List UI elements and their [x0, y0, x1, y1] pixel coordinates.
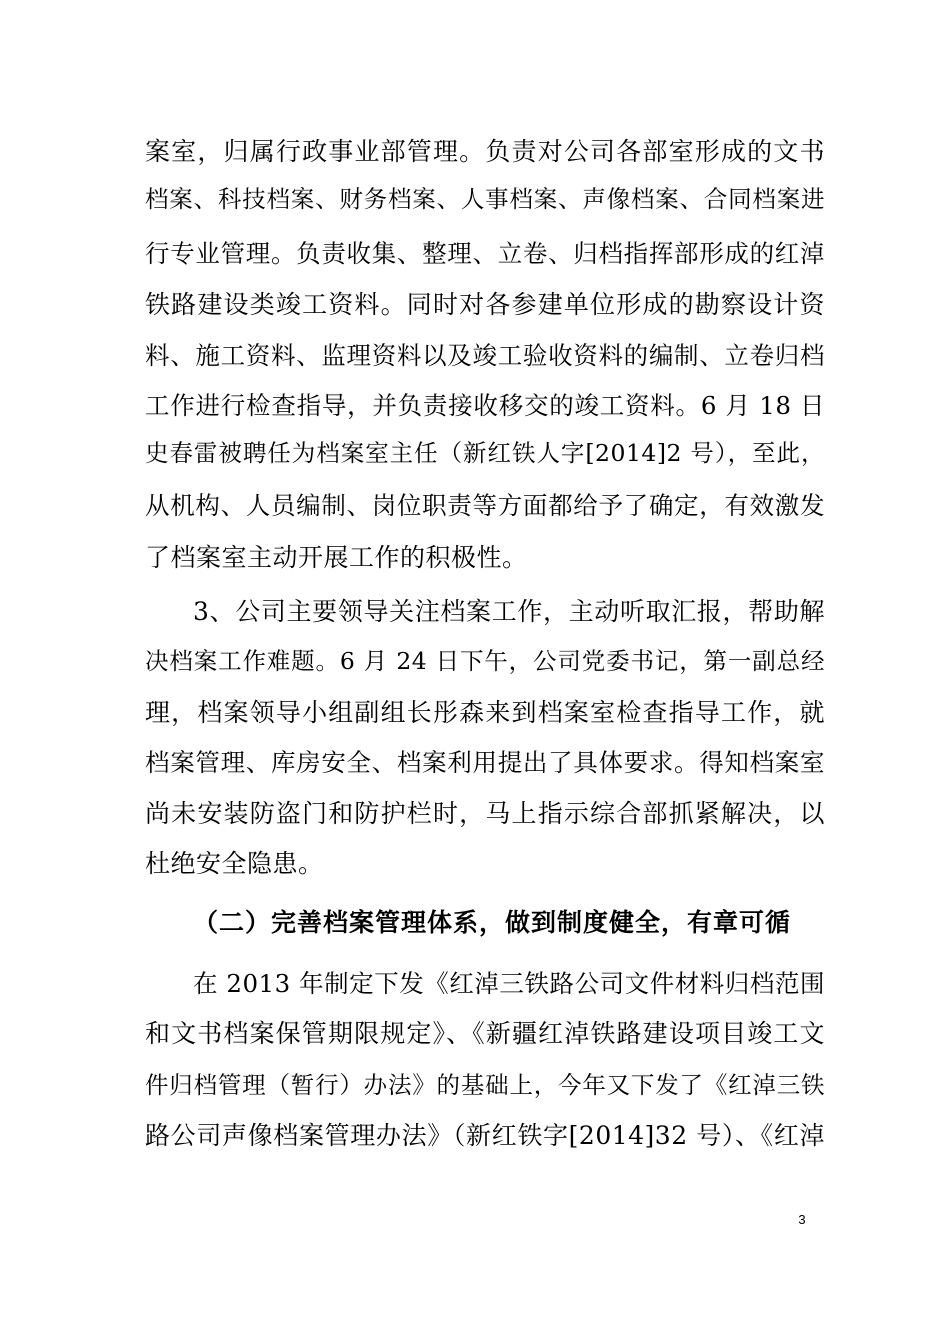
paragraph-1-line-9: 了档案室主动开展工作的积极性。 — [145, 543, 528, 572]
paragraph-1-line-4: 铁路建设类竣工资料。同时对各参建单位形成的勘察设计资 — [145, 290, 825, 319]
paragraph-1-line-7: 史春雷被聘任为档案室主任（新红铁人字[2014]2 号），至此， — [145, 439, 825, 467]
paragraph-3-line-2: 和文书档案保管期限规定》、《新疆红淖铁路建设项目竣工文 — [145, 1019, 825, 1048]
paragraph-2-line-2: 决档案工作难题。6 月 24 日下午，公司党委书记，第一副总经 — [145, 647, 825, 675]
paragraph-2-line-3: 理，档案领导小组副组长彤森来到档案室检查指导工作，就 — [145, 698, 825, 727]
section-heading: （二）完善档案管理体系，做到制度健全，有章可循 — [193, 908, 792, 937]
paragraph-1-line-1: 案室，归属行政事业部管理。负责对公司各部室形成的文书 — [145, 137, 825, 166]
paragraph-2-line-5: 尚未安装防盗门和防护栏时，马上指示综合部抓紧解决，以 — [145, 799, 825, 828]
page-number: 3 — [798, 1212, 806, 1227]
paragraph-3-line-1: 在 2013 年制定下发《红淖三铁路公司文件材料归档范围 — [193, 969, 825, 998]
paragraph-2-line-6: 杜绝安全隐患。 — [145, 849, 324, 878]
paragraph-2-line-4: 档案管理、库房安全、档案利用提出了具体要求。得知档案室 — [145, 748, 825, 777]
paragraph-1-line-2: 档案、科技档案、财务档案、人事档案、声像档案、合同档案进 — [145, 185, 825, 213]
paragraph-3-line-3: 件归档管理（暂行）办法》的基础上，今年又下发了《红淖三铁 — [145, 1071, 825, 1099]
paragraph-1-line-5: 料、施工资料、监理资料以及竣工验收资料的编制、立卷归档 — [145, 341, 825, 370]
paragraph-1-line-6: 工作进行检查指导，并负责接收移交的竣工资料。6 月 18 日 — [145, 391, 825, 420]
paragraph-1-line-3: 行专业管理。负责收集、整理、立卷、归档指挥部形成的红淖 — [145, 239, 825, 268]
paragraph-3-line-4: 路公司声像档案管理办法》（新红铁字[2014]32 号）、《红淖 — [145, 1121, 825, 1150]
paragraph-1-line-8: 从机构、人员编制、岗位职责等方面都给予了确定，有效激发 — [145, 491, 825, 520]
paragraph-2-line-1: 3、公司主要领导关注档案工作，主动听取汇报，帮助解 — [193, 597, 825, 626]
